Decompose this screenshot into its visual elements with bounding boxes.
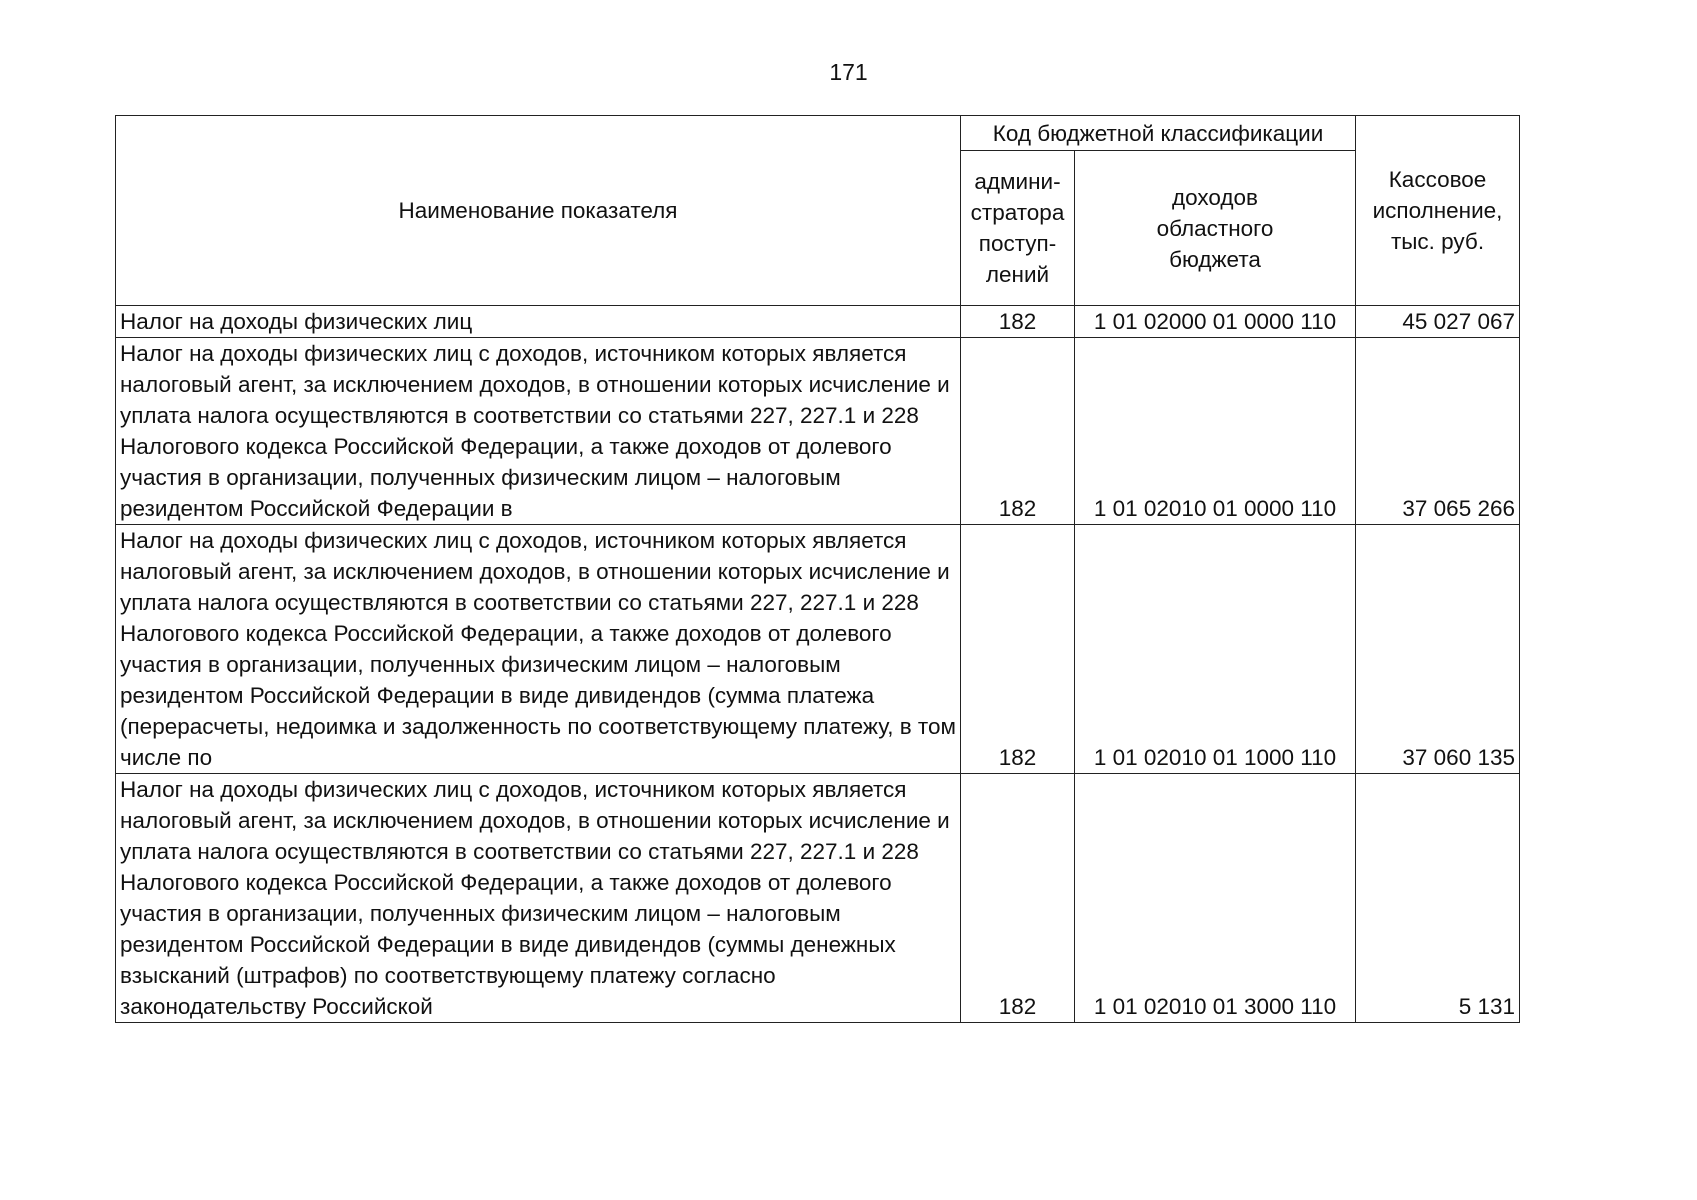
cash-execution-amount-cell: 45 027 067 [1356, 306, 1520, 338]
table-body [116, 306, 1520, 1023]
administrator-code-cell: 182 [961, 774, 1075, 1023]
cash-execution-amount-cell: 37 060 135 [1356, 525, 1520, 774]
table-row [116, 774, 1520, 1023]
indicator-name-text: Налог на доходы физических лиц с доходов, источником которых является налоговый агент, за исключением доходов, в отношении которых исчисление и уплата налога осуществляются в соответствии со статьями 227, 227.1 и 228 Налогового кодекса Российской Федерации, а также доходов от долевого участия в организации, полученных физическим лицом – налоговым резидентом Российской Федерации в виде дивидендов (суммы денежных взысканий (штрафов) по соответствующему платежу согласно законодательству Российской [120, 777, 950, 1019]
cash-execution-amount-cell: 5 131 [1356, 774, 1520, 1023]
header-regional-budget-revenue [1075, 151, 1356, 306]
administrator-code-cell: 182 [961, 525, 1075, 774]
budget-classification-code-cell: 1 01 02010 01 3000 110 [1075, 774, 1356, 1023]
header-classification-code-label: Код бюджетной классификации [992, 120, 1324, 146]
budget-classification-code-cell: 1 01 02000 01 0000 110 [1075, 306, 1356, 338]
cash-execution-amount-cell: 37 065 266 [1356, 338, 1520, 525]
indicator-name-text: Налог на доходы физических лиц [120, 309, 473, 334]
header-regional-budget-revenue-label: доходов областного бюджета [1156, 184, 1274, 272]
budget-revenue-table [115, 115, 1520, 1023]
table-row [116, 338, 1520, 525]
indicator-name-cell [116, 338, 961, 525]
table-header [116, 116, 1520, 306]
table-row [116, 525, 1520, 774]
header-revenue-administrator [961, 151, 1075, 306]
header-indicator-name [116, 116, 961, 306]
table-row [116, 306, 1520, 338]
header-cash-execution-label: Кассовое исполнение, тыс. руб. [1372, 167, 1503, 254]
indicator-name-text: Налог на доходы физических лиц с доходов, источником которых является налоговый агент, за исключением доходов, в отношении которых исчисление и уплата налога осуществляются в соответствии со статьями 227, 227.1 и 228 Налогового кодекса Российской Федерации, а также доходов от долевого участия в организации, полученных физическим лицом – налоговым резидентом Российской Федерации в виде дивидендов (сумма платежа (перерасчеты, недоимка и задолженность по соответствующему платежу, в том числе по [120, 528, 956, 770]
page-number: 171 [829, 59, 868, 85]
administrator-code-cell: 182 [961, 306, 1075, 338]
indicator-name-cell [116, 306, 961, 338]
header-revenue-administrator-label: админи- стратора поступ- лений [970, 169, 1065, 287]
budget-classification-code-cell: 1 01 02010 01 1000 110 [1075, 525, 1356, 774]
budget-classification-code-cell: 1 01 02010 01 0000 110 [1075, 338, 1356, 525]
header-classification-code [961, 116, 1356, 151]
administrator-code-cell: 182 [961, 338, 1075, 525]
header-indicator-name-label: Наименование показателя [398, 198, 678, 223]
header-cash-execution [1356, 116, 1520, 306]
indicator-name-text: Налог на доходы физических лиц с доходов, источником которых является налоговый агент, за исключением доходов, в отношении которых исчисление и уплата налога осуществляются в соответствии со статьями 227, 227.1 и 228 Налогового кодекса Российской Федерации, а также доходов от долевого участия в организации, полученных физическим лицом – налоговым резидентом Российской Федерации в [120, 341, 950, 521]
indicator-name-cell [116, 525, 961, 774]
indicator-name-cell [116, 774, 961, 1023]
